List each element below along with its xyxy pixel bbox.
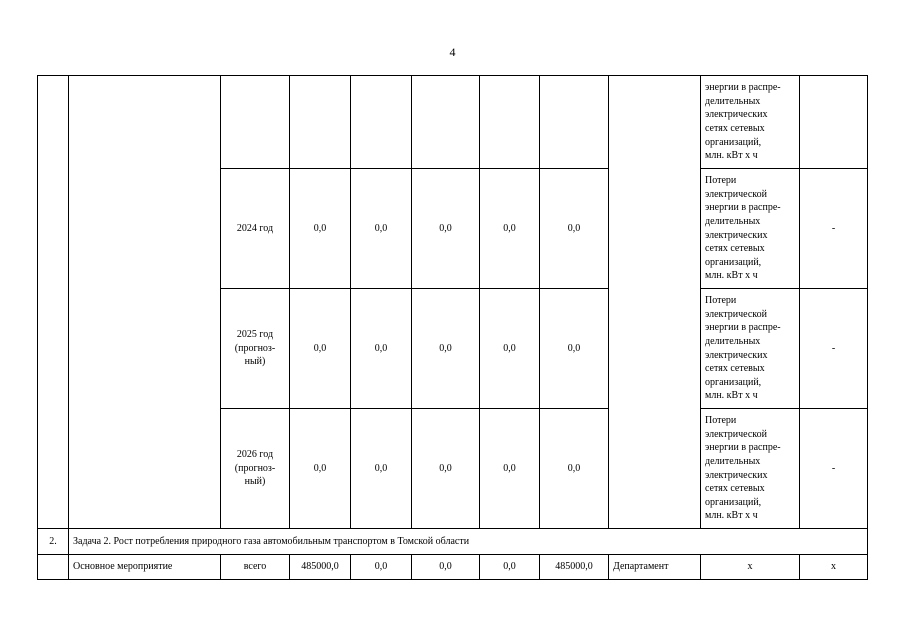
cell-value-empty: [351, 76, 412, 169]
cell-value-empty: [540, 76, 609, 169]
value-cell: 0,0: [351, 409, 412, 529]
value-cell: 0,0: [480, 169, 540, 289]
cell-number-empty: [38, 555, 69, 580]
indicator-value-cell: -: [800, 409, 868, 529]
cell-value-empty: [480, 76, 540, 169]
cell-year-empty: [221, 76, 290, 169]
value-cell: 0,0: [412, 555, 480, 580]
cell-name-empty: [69, 76, 221, 529]
activity-indicator: x: [701, 555, 800, 580]
value-cell: 0,0: [412, 169, 480, 289]
value-cell: 0,0: [412, 289, 480, 409]
cell-executor-empty: [609, 76, 701, 529]
activity-executor: Департамент: [609, 555, 701, 580]
table-row: [38, 529, 868, 555]
indicator-value-cell: -: [800, 169, 868, 289]
value-cell: 0,0: [480, 555, 540, 580]
program-table: [37, 75, 868, 580]
indicator-cell: Потери электрической энергии в распре- делительных электрических сетях сетевых организаций, млн. кВт x ч: [701, 289, 800, 409]
activity-indicator-value: x: [800, 555, 868, 580]
value-cell: 0,0: [290, 409, 351, 529]
year-cell: 2024 год: [221, 169, 290, 289]
value-cell: 0,0: [540, 409, 609, 529]
activity-period: всего: [221, 555, 290, 580]
page-number: 4: [449, 45, 456, 59]
value-cell: 0,0: [412, 409, 480, 529]
indicator-cell: энергии в распре- делительных электрических сетях сетевых организаций, млн. кВт x ч: [701, 76, 800, 169]
value-cell: 0,0: [351, 555, 412, 580]
indicator-cell: Потери электрической энергии в распре- делительных электрических сетях сетевых организаций, млн. кВт x ч: [701, 169, 800, 289]
indicator-value-cell: -: [800, 289, 868, 409]
value-cell: 0,0: [290, 169, 351, 289]
value-cell: 485000,0: [290, 555, 351, 580]
value-cell: 0,0: [480, 409, 540, 529]
value-cell: 0,0: [480, 289, 540, 409]
year-cell: 2025 год (прогноз- ный): [221, 289, 290, 409]
cell-value-empty: [412, 76, 480, 169]
value-cell: 0,0: [540, 169, 609, 289]
value-cell: 485000,0: [540, 555, 609, 580]
table-row: [38, 76, 868, 169]
cell-last-empty: [800, 76, 868, 169]
year-cell: 2026 год (прогноз- ный): [221, 409, 290, 529]
value-cell: 0,0: [351, 169, 412, 289]
task-title: Задача 2. Рост потребления природного газа автомобильным транспортом в Томской области: [69, 529, 868, 555]
activity-name: Основное мероприятие: [69, 555, 221, 580]
value-cell: 0,0: [351, 289, 412, 409]
indicator-cell: Потери электрической энергии в распре- делительных электрических сетях сетевых организаций, млн. кВт x ч: [701, 409, 800, 529]
table-row: [38, 555, 868, 580]
cell-number-empty: [38, 76, 69, 529]
cell-value-empty: [290, 76, 351, 169]
value-cell: 0,0: [540, 289, 609, 409]
value-cell: 0,0: [290, 289, 351, 409]
task-number: 2.: [38, 529, 69, 555]
